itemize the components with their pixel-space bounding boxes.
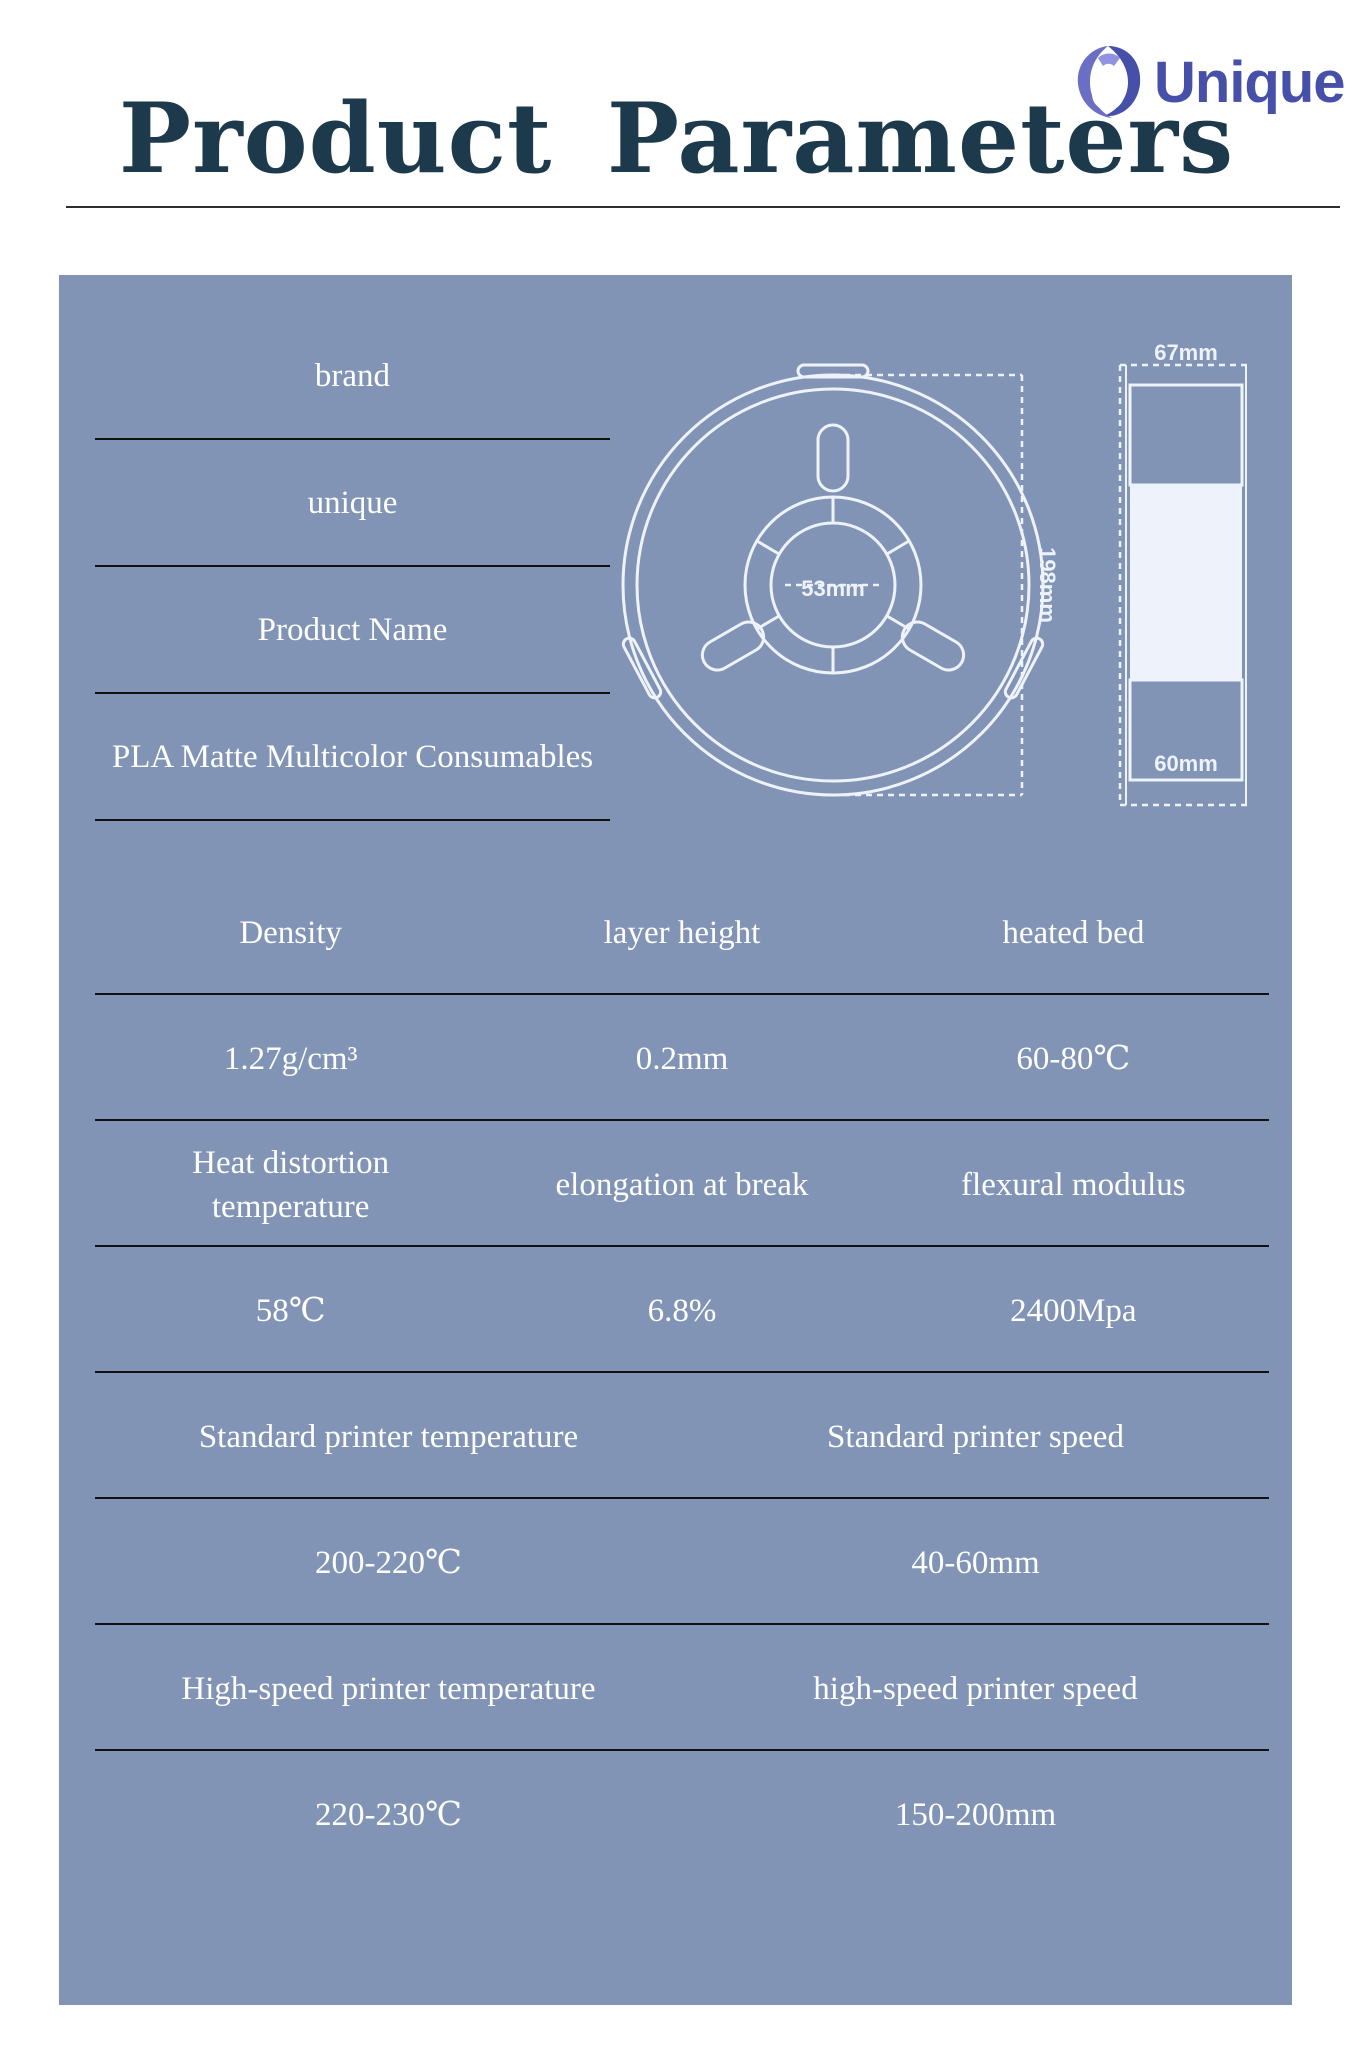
brand-value: unique: [95, 440, 610, 567]
table-row: [95, 1625, 1269, 1751]
elongation-label: elongation at break: [555, 1167, 809, 1203]
hub-dimension-label: 53mm: [801, 576, 865, 601]
standard-speed-value: 40-60mm: [911, 1545, 1040, 1581]
top-width-label: 67mm: [1154, 340, 1218, 365]
bottom-width-label: 60mm: [1154, 751, 1218, 776]
product-name-label: Product Name: [95, 567, 610, 694]
high-speed-temp-value: 220-230℃: [315, 1797, 462, 1833]
flexural-modulus-label: flexural modulus: [961, 1167, 1186, 1203]
table-row: [95, 1247, 1269, 1373]
product-name-value: PLA Matte Multicolor Consumables: [95, 694, 610, 821]
high-speed-temp-label: High-speed printer temperature: [181, 1671, 596, 1707]
brand-label: brand: [95, 313, 610, 440]
heated-bed-value: 60-80℃: [1016, 1041, 1131, 1077]
table-row: [95, 1751, 1269, 1875]
table-row: [95, 1121, 1269, 1247]
table-row: [95, 869, 1269, 995]
standard-speed-label: Standard printer speed: [827, 1419, 1124, 1455]
density-value: 1.27g/cm³: [223, 1041, 358, 1077]
page-title: Product Parameters: [118, 82, 1235, 195]
standard-temp-value: 200-220℃: [315, 1545, 462, 1581]
parameters-panel: [59, 275, 1292, 2005]
diameter-dimension-label: 198mm: [1035, 547, 1060, 623]
heat-distortion-value: 58℃: [255, 1293, 326, 1329]
high-speed-speed-label: high-speed printer speed: [813, 1671, 1138, 1707]
product-identity-list: [95, 313, 610, 821]
filament-spool-icon: [608, 335, 1248, 855]
elongation-value: 6.8%: [647, 1293, 717, 1329]
layer-height-label: layer height: [603, 915, 761, 951]
table-row: [95, 995, 1269, 1121]
standard-temp-label: Standard printer temperature: [198, 1419, 579, 1455]
density-label: Density: [239, 915, 342, 951]
brand-logo-text: Unique: [1154, 49, 1345, 115]
heat-distortion-label: Heat distortion temperature: [192, 1145, 390, 1225]
high-speed-speed-value: 150-200mm: [894, 1797, 1057, 1833]
table-row: [95, 1373, 1269, 1499]
table-row: [95, 1499, 1269, 1625]
heated-bed-label: heated bed: [1002, 915, 1145, 951]
properties-grid: [95, 869, 1269, 1875]
flexural-modulus-value: 2400Mpa: [1010, 1293, 1137, 1329]
title-divider: [66, 206, 1340, 208]
layer-height-value: 0.2mm: [635, 1041, 729, 1077]
